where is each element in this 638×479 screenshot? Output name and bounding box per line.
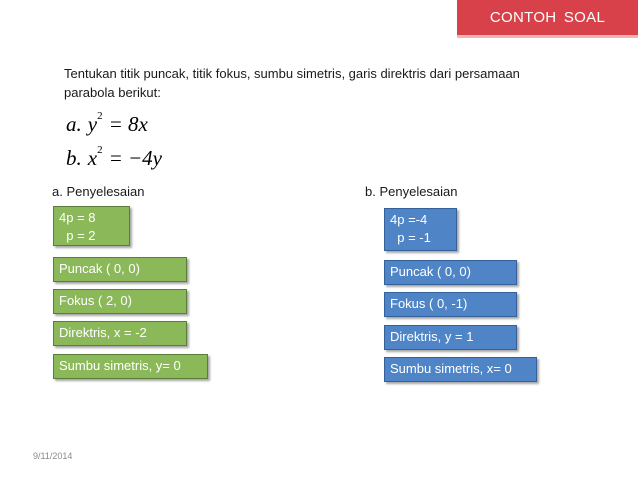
problem-statement: Tentukan titik puncak, titik fokus, sumbu simetris, garis direktris dari persamaan parabola berikut: <box>64 66 520 100</box>
equation-a <box>66 112 148 137</box>
section-a-directrix-box: Direktris, x = -2 <box>53 321 187 346</box>
section-a-focus-box: Fokus ( 2, 0) <box>53 289 187 314</box>
equation-a-rhs: = 8x <box>108 112 148 136</box>
equation-a-exponent: 2 <box>97 110 103 122</box>
slide-date: 9/11/2014 <box>33 451 73 461</box>
section-a-vertex-box: Puncak ( 0, 0) <box>53 257 187 282</box>
section-a-title: a. Penyelesaian <box>52 184 145 199</box>
section-a-p-box: 4p = 8 p = 2 <box>53 206 130 246</box>
section-a-axis-box: Sumbu simetris, y= 0 <box>53 354 208 379</box>
slide-title-banner <box>457 0 638 38</box>
section-b-vertex-box: Puncak ( 0, 0) <box>384 260 517 285</box>
section-b-title: b. Penyelesaian <box>365 184 458 199</box>
equation-b-prefix: b. <box>66 146 82 170</box>
section-b-directrix-box: Direktris, y = 1 <box>384 325 517 350</box>
section-b-focus-box: Fokus ( 0, -1) <box>384 292 517 317</box>
equation-a-prefix: a. <box>66 112 82 136</box>
equation-a-variable: y <box>87 112 98 136</box>
equation-b <box>66 146 162 171</box>
section-b-p-box: 4p =-4 p = -1 <box>384 208 457 251</box>
slide-title: CONTOH SOAL <box>489 9 606 26</box>
section-b-axis-box: Sumbu simetris, x= 0 <box>384 357 537 382</box>
equation-b-variable: x <box>87 146 98 170</box>
equation-b-exponent: 2 <box>97 144 103 156</box>
equation-b-rhs: = −4y <box>108 146 162 170</box>
